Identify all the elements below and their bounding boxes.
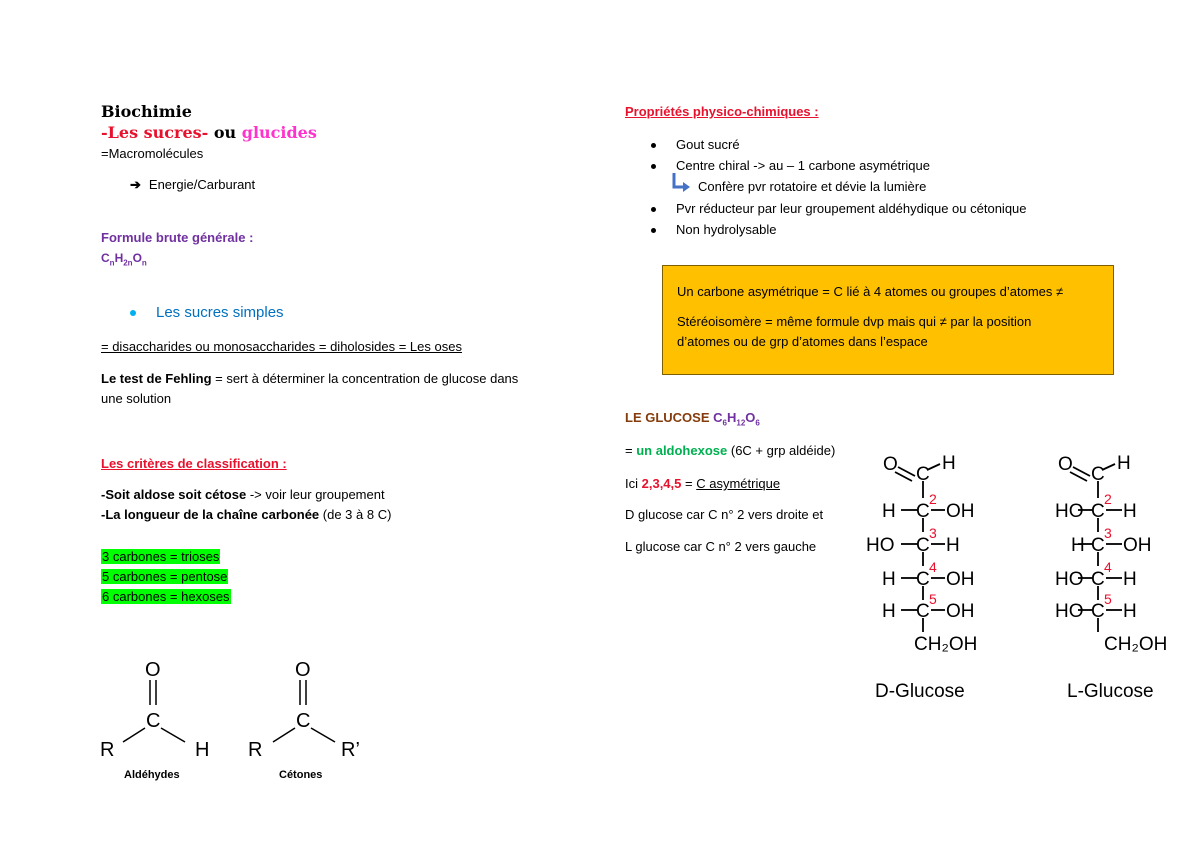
ketone-r: R: [248, 739, 263, 761]
svg-text:4: 4: [929, 559, 937, 575]
svg-text:5: 5: [929, 591, 937, 607]
aldehyde-c: C: [146, 710, 161, 732]
glucose-formula-o: O: [745, 410, 756, 425]
svg-text:H: H: [1123, 501, 1137, 522]
svg-text:H: H: [1117, 453, 1131, 474]
glucose-title: [625, 410, 760, 428]
svg-text:5: 5: [1104, 591, 1112, 607]
aldohexose-rest: (6C + grp aldéide): [730, 443, 836, 458]
cetones-label: Cétones: [279, 769, 323, 781]
svg-text:H: H: [882, 569, 896, 590]
svg-text:4: 4: [1104, 559, 1112, 575]
formule-sub-n: n: [109, 258, 115, 268]
prop-item-4-label: Non hydrolysable: [676, 222, 777, 237]
svg-text:H: H: [1071, 535, 1085, 556]
ici-pre: Ici: [625, 476, 638, 491]
macromolecules-line: =Macromolécules: [101, 146, 204, 161]
svg-text:H: H: [1123, 569, 1137, 590]
glucose-formula-sub-6b: 6: [755, 418, 760, 428]
definition-line-3: d’atomes ou de grp d’atomes dans l’espace: [677, 334, 928, 350]
critere-1-bold: -Soit aldose soit cétose: [101, 487, 247, 502]
formule-h: H: [114, 251, 124, 265]
svg-text:C: C: [1091, 464, 1105, 485]
ketone-r-prime: R’: [341, 739, 360, 761]
svg-text:C: C: [916, 601, 930, 622]
bullet-icon: [651, 143, 656, 148]
svg-text:H: H: [942, 453, 956, 474]
svg-text:2: 2: [1104, 491, 1112, 507]
prop-item-2: [651, 158, 930, 174]
subtitle: [101, 123, 317, 142]
formule-sub-2n: 2n: [123, 258, 133, 268]
props-title: Propriétés physico-chimiques :: [625, 104, 819, 119]
glucose-title-text: LE GLUCOSE: [625, 410, 710, 425]
svg-text:3: 3: [929, 525, 937, 541]
disaccharides-line: = disaccharides ou monosaccharides = diholosides = Les oses: [101, 339, 462, 354]
glucose-formula-sub-12: 12: [736, 418, 746, 428]
glucose-formula-h: H: [726, 410, 737, 425]
aldehyde-r: R: [100, 739, 115, 761]
ketone-c: C: [296, 710, 311, 732]
svg-text:HO: HO: [1055, 569, 1084, 590]
glucose-formula: [713, 410, 760, 428]
l-glucose-name: L-Glucose: [1067, 681, 1154, 702]
ici-eq: =: [685, 476, 693, 491]
carbones-6: [101, 589, 231, 605]
svg-text:C: C: [1091, 569, 1105, 590]
svg-text:OH: OH: [946, 601, 975, 622]
svg-text:HO: HO: [1055, 501, 1084, 522]
svg-text:C: C: [916, 464, 930, 485]
critere-1-rest: -> voir leur groupement: [246, 487, 385, 502]
svg-text:OH: OH: [946, 501, 975, 522]
aldohexose-term: un aldohexose: [636, 443, 728, 458]
arrow-item: [130, 177, 255, 193]
bullet-icon: [651, 228, 656, 233]
svg-text:OH: OH: [946, 569, 975, 590]
svg-text:3: 3: [1104, 525, 1112, 541]
return-arrow-icon: [670, 171, 692, 193]
svg-text:H: H: [882, 601, 896, 622]
glucose-formula-sub-6: 6: [722, 418, 727, 428]
aldohexose-eq: =: [625, 443, 633, 458]
glucose-fischer-figure: [855, 440, 1185, 710]
critere-2-bold: -La longueur de la chaîne carbonée: [101, 507, 320, 522]
d-glucose-line: D glucose car C n° 2 vers droite et: [625, 507, 824, 522]
prop-item-1-label: Gout sucré: [676, 137, 740, 152]
subtitle-glucides: glucides: [241, 123, 317, 142]
prop-item-3-label: Pvr réducteur par leur groupement aldéhydique ou cétonique: [676, 201, 1027, 216]
svg-text:OH: OH: [1123, 535, 1152, 556]
svg-text:H: H: [882, 501, 896, 522]
carbones-6-text: 6 carbones = hexoses: [102, 589, 230, 604]
fehling-rest: = sert à déterminer la concentration de glucose dans: [211, 371, 519, 386]
svg-text:O: O: [1058, 454, 1073, 475]
svg-text:C: C: [1091, 601, 1105, 622]
bullet-icon: [130, 310, 136, 316]
prop-item-1: [651, 137, 740, 153]
aldehyde-ketone-figure: [95, 650, 375, 785]
formule-c: C: [101, 251, 110, 265]
svg-text:C: C: [1091, 501, 1105, 522]
prop-item-2-sub: Confère pvr rotatoire et dévie la lumière: [698, 179, 927, 194]
aldehyde-h: H: [195, 739, 210, 761]
fehling-line-2: une solution: [101, 391, 172, 406]
bullet-icon: [651, 164, 656, 169]
formule-sub-n2: n: [141, 258, 147, 268]
bullet-icon: [651, 207, 656, 212]
critere-1: [101, 487, 385, 503]
prop-item-3: [651, 201, 1027, 217]
ici-numbers: 2,3,4,5: [641, 476, 682, 491]
svg-text:CH₂OH: CH₂OH: [1104, 634, 1168, 655]
glucose-formula-c: C: [713, 410, 723, 425]
criteres-title: Les critères de classification :: [101, 456, 287, 471]
svg-text:HO: HO: [866, 535, 895, 556]
subtitle-ou: ou: [213, 123, 237, 142]
svg-text:C: C: [916, 569, 930, 590]
aldohexose-line: [625, 443, 835, 459]
svg-text:HO: HO: [1055, 601, 1084, 622]
arrow-right-icon: ➔: [130, 177, 141, 192]
critere-2-rest: (de 3 à 8 C): [319, 507, 392, 522]
aldehydes-label: Aldéhydes: [124, 769, 180, 781]
carbones-5: [101, 569, 228, 585]
formule-title: Formule brute générale :: [101, 230, 254, 245]
fehling-bold: Le test de Fehling: [101, 371, 212, 386]
ici-line: [625, 476, 780, 492]
definition-line-2: Stéréoisomère = même formule dvp mais qui ≠ par la position: [677, 314, 1032, 330]
prop-item-4: [651, 222, 776, 238]
formule-brute: [101, 251, 147, 268]
formule-o: O: [132, 251, 142, 265]
definition-box: [662, 265, 1114, 375]
svg-text:C: C: [916, 535, 930, 556]
return-arrow: [670, 171, 692, 197]
d-glucose-name: D-Glucose: [875, 681, 965, 702]
svg-text:C: C: [916, 501, 930, 522]
svg-text:C: C: [1091, 535, 1105, 556]
carbones-3-text: 3 carbones = trioses: [102, 549, 220, 564]
svg-text:2: 2: [929, 491, 937, 507]
ici-rest: C asymétrique: [696, 476, 781, 491]
svg-text:O: O: [883, 454, 898, 475]
svg-text:H: H: [946, 535, 960, 556]
page-title: Biochimie: [101, 102, 192, 121]
aldehyde-o: O: [145, 659, 161, 681]
carbones-5-text: 5 carbones = pentose: [102, 569, 228, 584]
l-glucose-line: L glucose car C n° 2 vers gauche: [625, 539, 817, 554]
fehling-line-1: [101, 371, 518, 387]
svg-text:CH₂OH: CH₂OH: [914, 634, 978, 655]
subtitle-sucres: -Les sucres-: [101, 123, 209, 142]
sucres-simples-item: [130, 304, 284, 322]
prop-item-2-label: Centre chiral -> au – 1 carbone asymétrique: [676, 158, 930, 173]
carbones-3: [101, 549, 220, 565]
definition-line-1: Un carbone asymétrique = C lié à 4 atomes ou groupes d’atomes ≠: [677, 284, 1064, 299]
sucres-simples-label: Les sucres simples: [156, 304, 284, 321]
arrow-item-label: Energie/Carburant: [148, 177, 256, 192]
ketone-o: O: [295, 659, 311, 681]
critere-2: [101, 507, 391, 523]
svg-text:H: H: [1123, 601, 1137, 622]
